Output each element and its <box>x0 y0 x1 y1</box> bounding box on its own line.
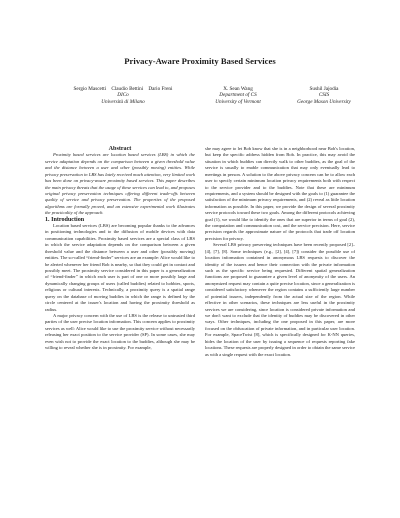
left-column <box>45 146 195 506</box>
author-names: Sushil Jajodia <box>309 86 339 92</box>
paper-title: Privacy-Aware Proximity Based Services <box>124 56 276 66</box>
author-dept: CSIS <box>318 92 330 99</box>
author-names: X. Sean Wang <box>223 86 253 92</box>
author-names: Sergio Mascetti Claudio Bettini Dario Freni <box>73 86 173 92</box>
right-column <box>205 146 355 506</box>
author-group-vermont <box>198 86 278 105</box>
author-dept: DICo <box>117 92 129 99</box>
paragraph: she may agree to let Bob know that she is in a neighborhood near Bob's location, but keep the specific address hidden from Bob. In practice, this may avoid the situation in which buddies can directly walk to other buddies, as the goal of the service is usually to enable communication that may only eventually lead to meetings in person. A solution to the above privacy concern can be to allow each user to specify certain minimum location privacy requirements both with respect to the service provider and to the buddies. Note that these are minimum requirements, and a system should be designed with the goals to (1) guarantee the satisfaction of the minimum privacy requirements, and (2) reveal as little location information as possible. In this paper, we provide the design of several proximity service protocols toward these two goals. Among the different protocols achieving goal (1), we would like to identify the ones that are superior in terms of goal (2), the computation and communication cost, and the service precision. Here, service precision regards the approximate nature of the protocols that trade off location precision for privacy. <box>205 146 355 241</box>
author-affiliation: George Mason University <box>297 98 351 105</box>
author-affiliation: Università di Milano <box>101 98 145 105</box>
paragraph: Location based services (LBS) are becoming popular thanks to the advances in positioning technologies and to the diffusion of mobile devices with data communication capabilities. Proximity based services are a special class of LBS in which the service adaptation depends on the comparison between a given threshold value and the distance between a user and other (possibly moving) entities. The so-called “friend-finder” services are an example: Alice would like to be alerted whenever her friend Bob is nearby, so that they could get in contact and possibly meet. The proximity service considered in this paper is a generalization of “friend-finder” in which each user is part of one or more possibly large and dynamically changing groups of users (called buddies) related to hobbies, sports, religious or cultural interests. Technically, a proximity query is a spatial range query on the database of moving buddies in which the range is defined by the circle centered at the issuer's location and having the proximity threshold as radius. <box>45 223 195 312</box>
author-group-milano <box>52 86 194 105</box>
paragraph: Several LBS privacy preserving techniques have been recently proposed [2]–[4], [7], [8]. Some techniques (e.g., [2], [4], [7]) consider the possible use of location information contained in anonymous LBS requests to discover the identity of the issuers and hence their connection with the private information such as the specific service being requested. Different spatial generalization functions are proposed to guarantee a given level of anonymity of the users. An anonymized request may contain a quite precise location, since a generalization is considered satisfactory whenever the region contains a sufficiently large number of potential issuers, independently from the actual size of the region. While effective in other scenarios, these techniques are less useful in the proximity services we are considering, since location is considered private information and we don't want to exclude that the identity of buddies may be discovered in other ways. Other techniques, including the one proposed in this paper, are more focused on the obfuscation of private information, and in particular user location. For example, SpaceTwist [8], which is specifically designed for K-NN queries, hides the location of the user by issuing a sequence of requests reporting fake locations. These requests are properly designed in order to obtain the same service as with a single request with the exact location. <box>205 242 355 357</box>
section-heading: 1. Introduction <box>45 216 85 223</box>
author-affiliation: University of Vermont <box>215 98 261 105</box>
abstract-heading: Abstract <box>108 146 132 152</box>
author-group-gmu <box>282 86 366 105</box>
abstract-text: Proximity based services are location based services (LBS) in which the service adaptation depends on the comparison between a given threshold value and the distance between a user and other (possibly moving) entities. While privacy preservation in LBS has lately received much attention, very limited work has been done on privacy-aware proximity based services. This paper describes the main privacy threats that the usage of these services can lead to, and proposes original privacy preservation techniques offering different trade-offs between quality of service and privacy preservation. The properties of the proposed algorithms are formally proved, and an extensive experimental work illustrates the practicality of the approach. <box>45 152 195 216</box>
abstract <box>45 152 195 216</box>
paragraph: A major privacy concern with the use of LBS is the release to untrusted third parties of the user precise location information. This concern applies to proximity services as well: Alice would like to use the proximity service without necessarily releasing her exact position to the service provider (SP). In some cases, she may even wish not to provide the exact location to the buddies, although she may be willing to reveal whether she is in proximity. For example, <box>45 312 195 351</box>
author-block <box>0 86 400 108</box>
author-dept: Department of CS <box>219 92 257 99</box>
